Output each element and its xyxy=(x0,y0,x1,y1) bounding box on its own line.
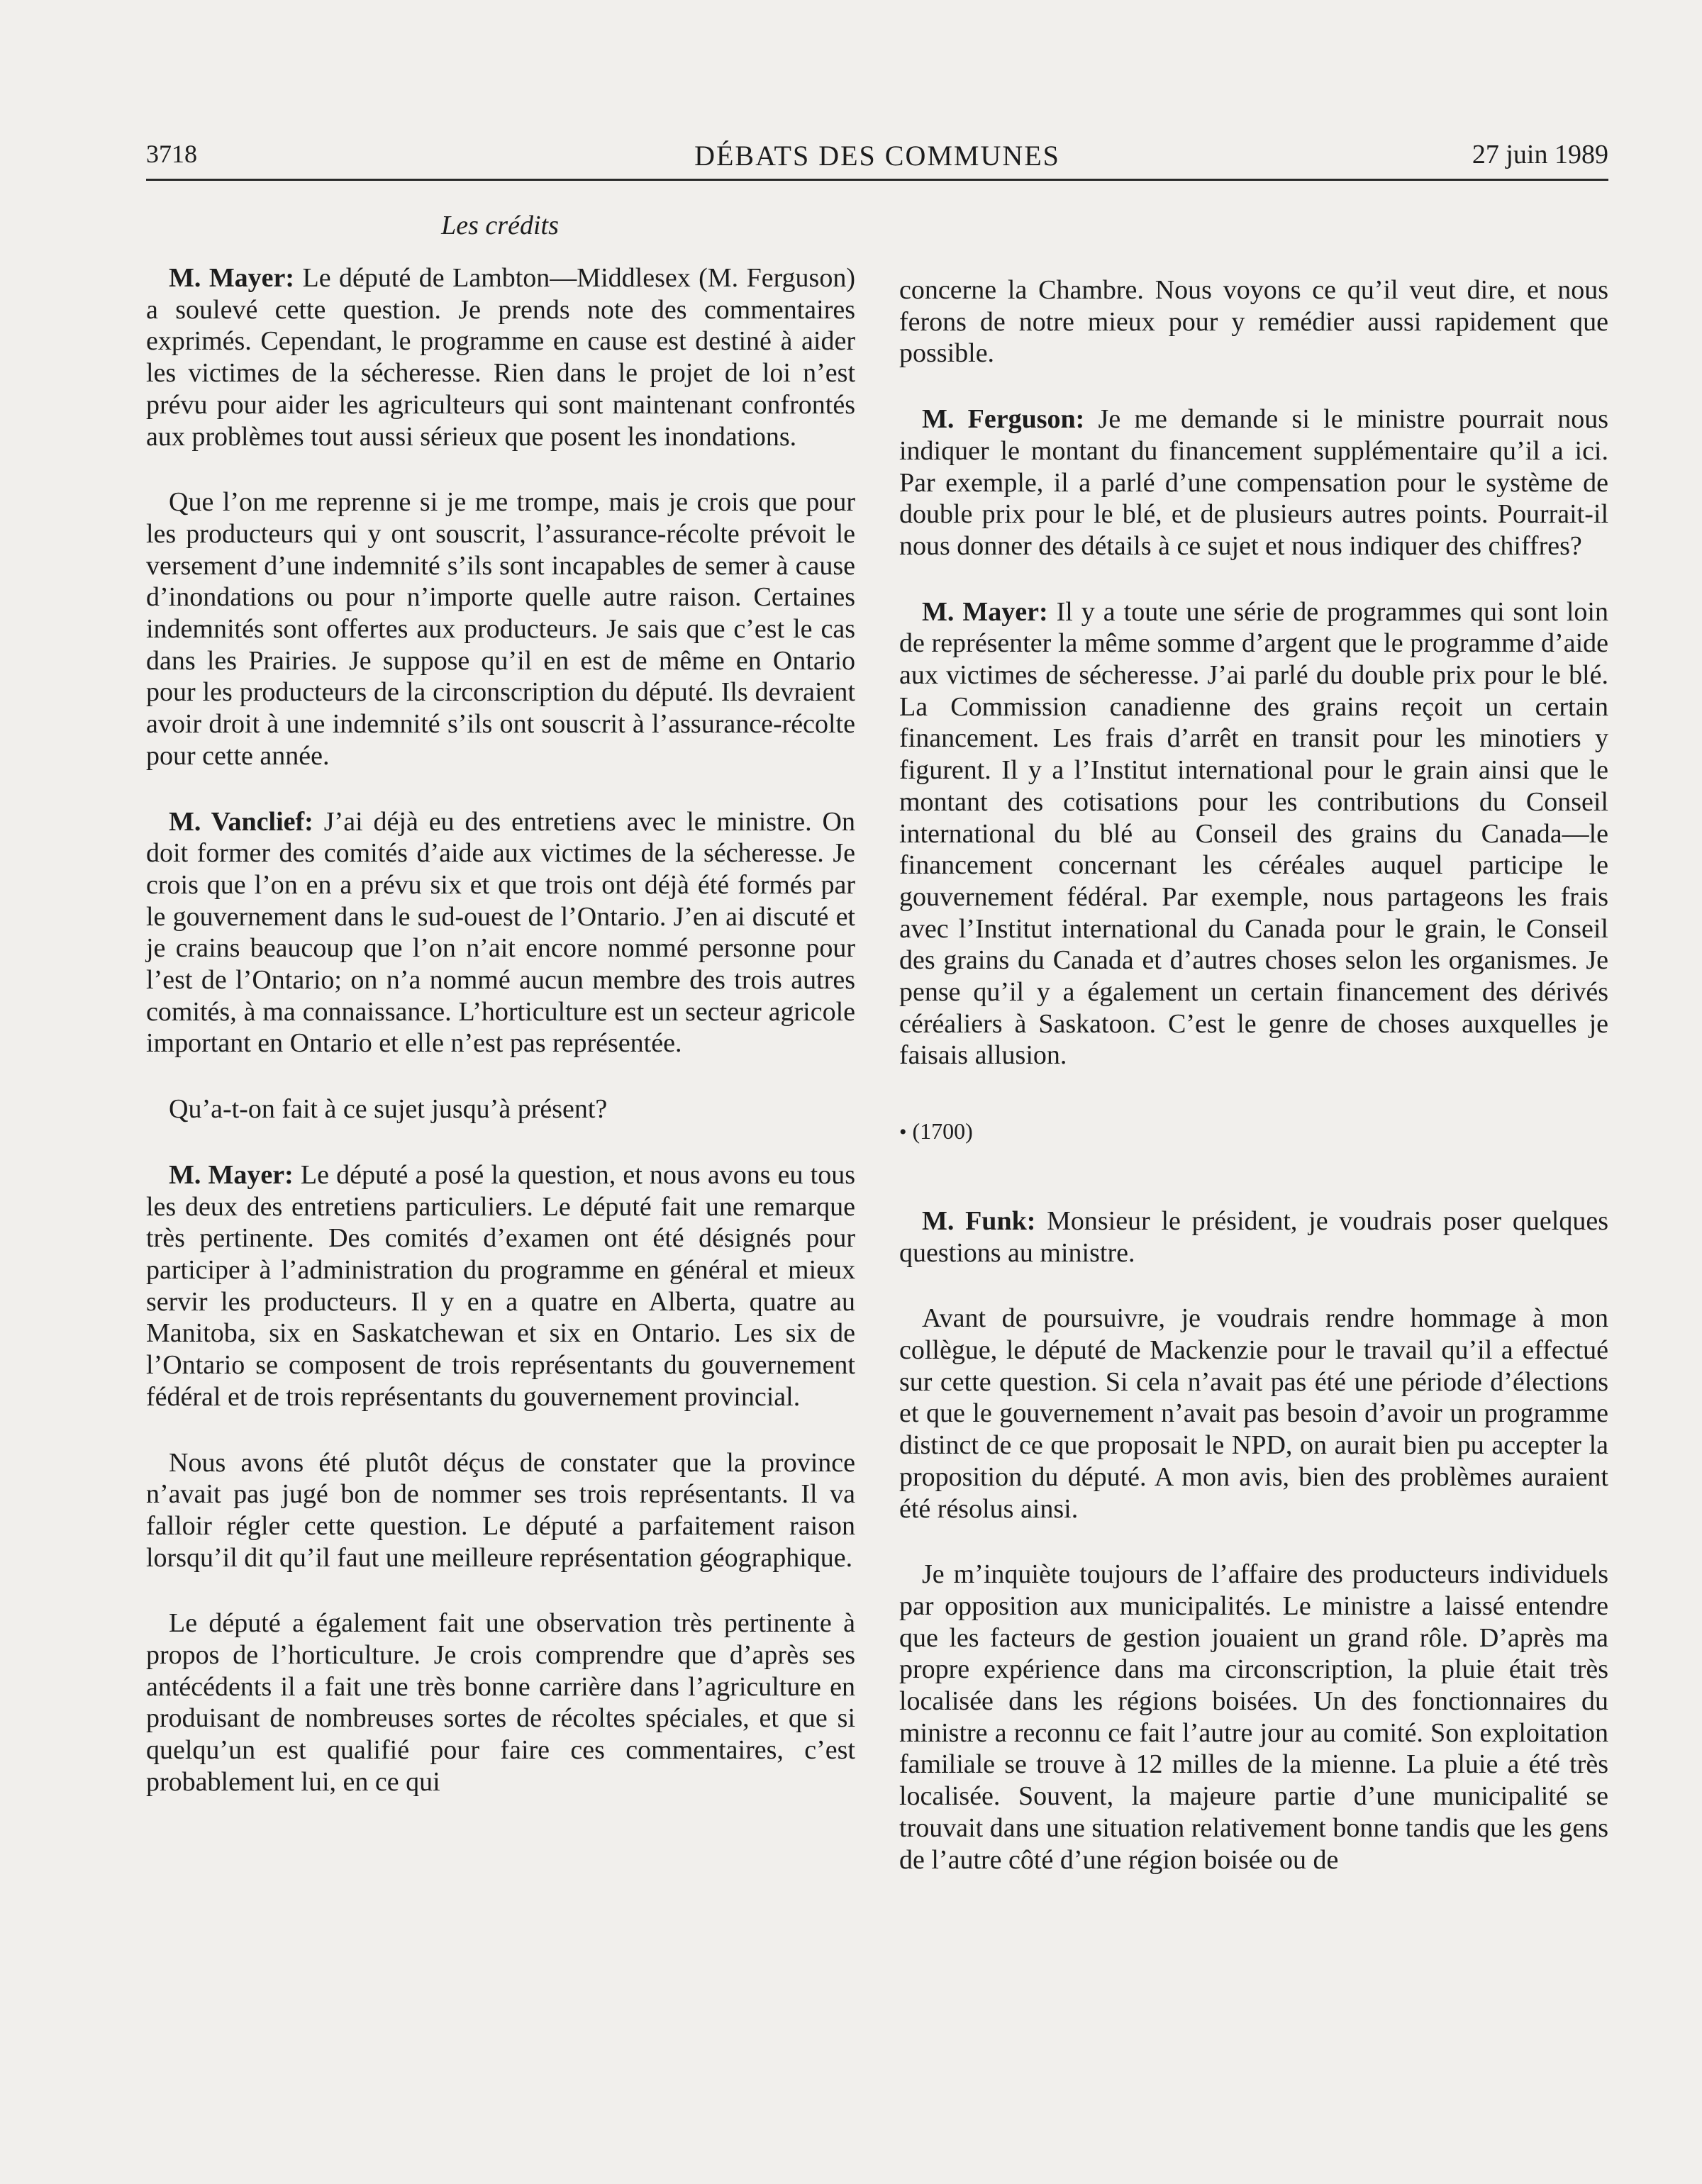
page-number: 3718 xyxy=(146,140,197,168)
left-column xyxy=(146,262,855,1832)
paragraph-continued: concerne la Chambre. Nous voyons ce qu’il veut dire, et nous ferons de notre mieux pour y remédier aussi rapidement que possible. xyxy=(899,275,1608,369)
paragraph: Avant de poursuivre, je voudrais rendre hommage à mon collègue, le député de Mackenzie pour le travail qu’il a effectué sur cette question. Si cela n’avait pas été une période d’élections et que le gouvernement n’avait pas besoin d’avoir un programme distinct de ce que proposait le NPD, on aurait bien pu accepter la proposition du député. A mon avis, bien des problèmes auraient été résolus ainsi. xyxy=(899,1303,1608,1524)
right-column xyxy=(899,274,1608,1910)
speech-mayer-2 xyxy=(146,1159,855,1413)
paragraph: Qu’a-t-on fait à ce sujet jusqu’à présent? xyxy=(169,1094,608,1125)
paragraph: Le député a également fait une observation très pertinente à propos de l’horticulture. Je crois comprendre que d’après ses antécédents il a fait une très bonne carrière dans l’agriculture en produisant de nombreuses sortes de récoltes spéciales, et que si quelqu’un est qualifié pour faire ces commentaires, c’est probablement lui, en ce qui xyxy=(146,1608,855,1797)
section-title: Les crédits xyxy=(441,211,559,240)
header-date: 27 juin 1989 xyxy=(1472,140,1608,169)
speaker-name: M. Mayer: xyxy=(922,596,1048,627)
speech-text: Il y a toute une série de programmes qui sont loin de représenter la même somme d’argent que le programme d’aide aux victimes de sécheresse. J’ai parlé du double prix pour le blé. La Commission canadienne des grains reçoit un certain financement. Les frais d’arrêt en transit pour les minotiers y figurent. Il y a l’Institut international pour le grain ainsi que le montant des cotisations pour les contributions du Conseil international du blé au Conseil des grains du Canada—le financement concernant les céréales auquel participe le gouvernement fédéral. Par exemple, nous partageons les frais avec l’Institut international du Canada pour le grain, le Conseil des grains du Canada et d’autres choses selon les organismes. Je pense qu’il y a également un certain financement des dérivés céréaliers à Saskatoon. C’est le genre de choses auxquelles je faisais allusion. xyxy=(899,596,1608,1071)
page-header xyxy=(146,139,1608,181)
speech-text: Monsieur le président, je voudrais poser quelques questions au ministre. xyxy=(899,1205,1609,1268)
speaker-name: M. Funk: xyxy=(922,1205,1036,1236)
timestamp-time: (1700) xyxy=(912,1118,973,1144)
speech-ferguson xyxy=(899,403,1608,562)
speech-text: Je me demande si le ministre pourrait nous indiquer le montant du financement supplémentaire qu’il a ici. Par exemple, il a parlé d’une compensation pour le système de double prix pour le blé, et de plusieurs autres points. Pourrait-il nous donner des détails à ce sujet et nous indiquer des chiffres? xyxy=(899,404,1608,561)
speech-mayer-3 xyxy=(899,596,1608,1072)
speech-text: Le député a posé la question, et nous avons eu tous les deux des entretiens particuliers. Le député fait une remarque très pertinente. Des comités d’examen ont été désignés pour participer à l’administration du programme en général et mieux servir les producteurs. Il y en a quatre en Alberta, quatre au Manitoba, six en Saskatchewan et six en Ontario. Les six de l’Ontario se composent de trois représentants du gouvernement fédéral et de trois représentants du gouvernement provincial. xyxy=(146,1159,855,1412)
speech-funk xyxy=(899,1205,1608,1269)
speech-vanclief xyxy=(146,806,855,1060)
bullet-icon: • xyxy=(899,1120,907,1144)
speaker-name: M. Mayer: xyxy=(169,263,295,293)
paragraph: Je m’inquiète toujours de l’affaire des producteurs individuels par opposition aux municipalités. Le ministre a laissé entendre que les facteurs de gestion jouaient un grand rôle. D’après ma propre expérience dans ma circonscription, la pluie était très localisée dans les régions boisées. Un des fonctionnaires du ministre a reconnu ce fait l’autre jour au comité. Son exploitation familiale se trouve à 12 milles de la mienne. La pluie a été très localisée. Souvent, la majeure partie d’une municipalité se trouvait dans une situation relativement bonne tandis que les gens de l’autre côté d’une région boisée ou de xyxy=(899,1559,1608,1875)
paragraph: Que l’on me reprenne si je me trompe, mais je crois que pour les producteurs qui y ont souscrit, l’assurance-récolte prévoit le versement d’une indemnité s’ils sont incapables de semer à cause d’inondations ou pour n’importe quelle autre raison. Certaines indemnités sont offertes aux producteurs. Je sais que c’est le cas dans les Prairies. Je suppose qu’il en est de même en Ontario pour les producteurs de la circonscription du député. Ils devraient avoir droit à une indemnité s’ils ont souscrit à l’assurance-récolte pour cette année. xyxy=(146,487,855,771)
speaker-name: M. Ferguson: xyxy=(922,404,1085,435)
speaker-name: M. Mayer: xyxy=(169,1159,294,1190)
speaker-name: M. Vanclief: xyxy=(169,806,313,837)
speech-mayer-1 xyxy=(146,262,855,452)
timestamp xyxy=(899,1115,1608,1149)
journal-title: DÉBATS DES COMMUNES xyxy=(694,140,1060,172)
speech-text: J’ai déjà eu des entretiens avec le ministre. On doit former des comités d’aide aux victimes de la sécheresse. Je crois que l’on en a prévu six et que trois ont déjà été formés par le gouvernement dans le sud-ouest de l’Ontario. J’en ai discuté et je crains beaucoup que l’on n’ait encore nommé personne pour l’est de l’Ontario; on n’a nommé aucun membre des trois autres comités, à ma connaissance. L’horticulture est un secteur agricole important en Ontario et elle n’est pas représentée. xyxy=(146,806,855,1059)
paragraph: Nous avons été plutôt déçus de constater que la province n’avait pas jugé bon de nommer ses trois représentants. Il va falloir régler cette question. Le député a parfaitement raison lorsqu’il dit qu’il faut une meilleure représentation géographique. xyxy=(146,1447,855,1573)
speech-text: Le député de Lambton—Middlesex (M. Ferguson) a soulevé cette question. Je prends note des commentaires exprimés. Cependant, le programme en cause est destiné à aider les victimes de la sécheresse. Rien dans le projet de loi n’est prévu pour aider les agriculteurs qui sont maintenant confrontés aux problèmes tout aussi sérieux que posent les inondations. xyxy=(146,263,855,452)
